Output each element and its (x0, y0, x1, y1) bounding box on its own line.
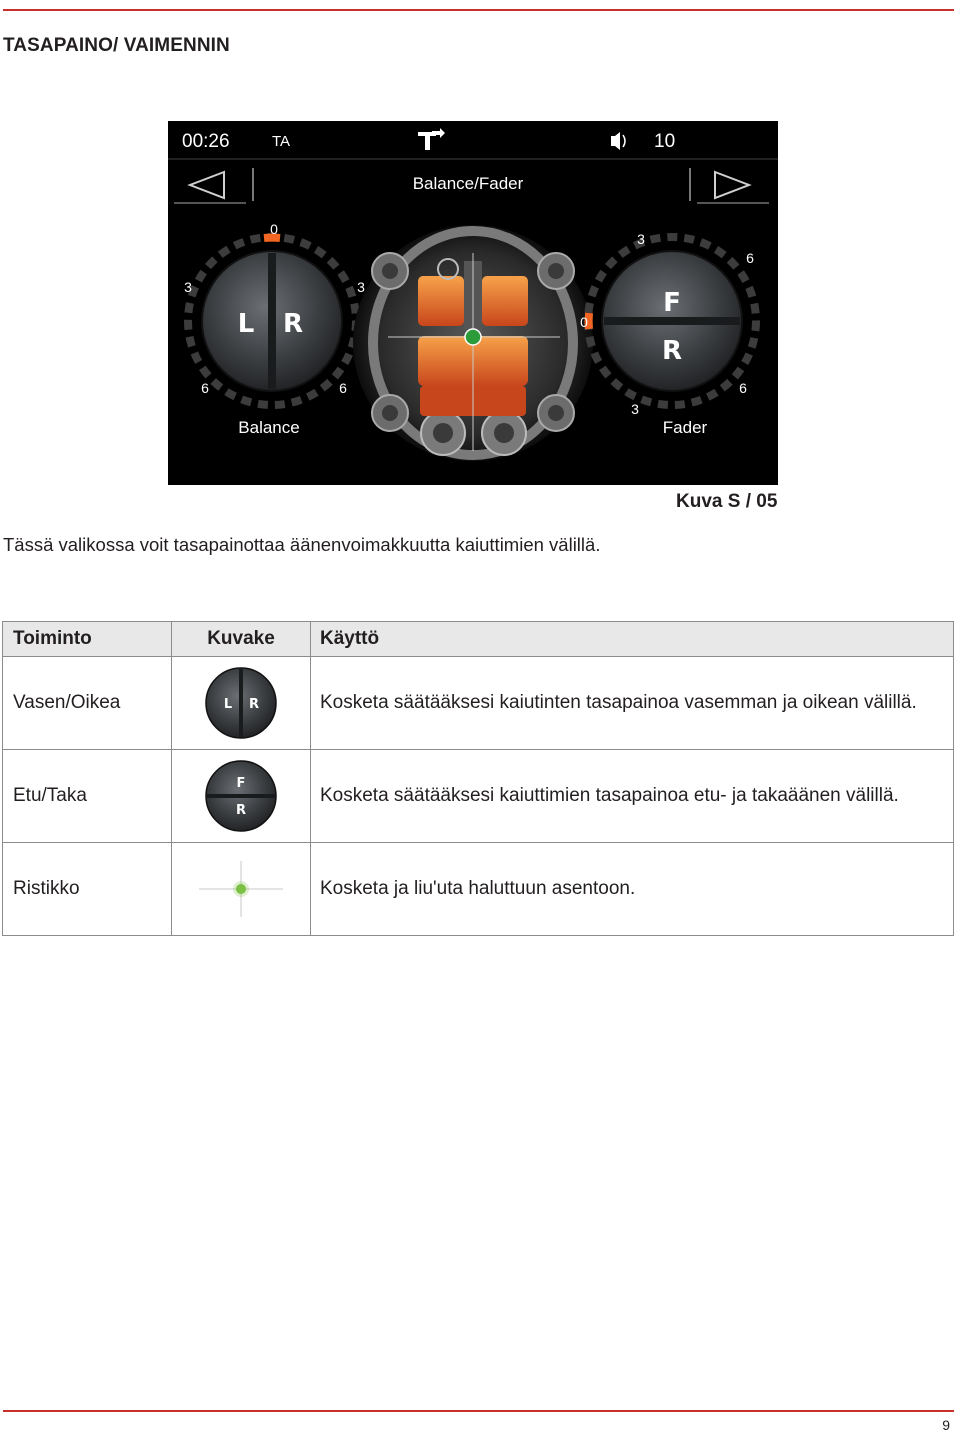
header-icon: Kuvake (172, 622, 311, 657)
crosshair-icon (199, 847, 283, 931)
balance-control[interactable] (188, 237, 356, 405)
page-title: TASAPAINO/ VAIMENNIN (3, 35, 230, 56)
table-row (3, 843, 954, 936)
fader-scale-left: 0 (580, 314, 588, 330)
prev-button[interactable] (174, 165, 250, 203)
header-usage: Käyttö (311, 622, 954, 657)
fader-control[interactable] (588, 237, 756, 405)
function-table (2, 621, 954, 936)
row-function: Ristikko (3, 843, 172, 936)
svg-text:R: R (248, 697, 260, 712)
top-rule (3, 9, 954, 11)
row-usage: Kosketa säätääksesi kaiuttimien tasapainoa etu- ja takaäänen välillä. (311, 750, 954, 843)
row-function: Etu/Taka (3, 750, 172, 843)
balance-label: Balance (238, 418, 300, 437)
table-row (3, 657, 954, 750)
figure-caption: Kuva S / 05 (676, 491, 778, 512)
fader-scale-upper-right: 6 (746, 250, 754, 266)
speaker-front-right-icon (538, 253, 574, 289)
status-bar (168, 121, 778, 159)
balance-scale-upper-left: 3 (184, 279, 192, 295)
row-function: Vasen/Oikea (3, 657, 172, 750)
next-button[interactable] (695, 165, 771, 203)
header-function: Toiminto (3, 622, 172, 657)
speaker-rear-center-left-icon (421, 411, 465, 455)
balance-right-letter: R (282, 309, 304, 339)
table-row (3, 750, 954, 843)
balance-scale-lower-right: 6 (339, 380, 347, 396)
fader-scale-lower-left: 3 (631, 401, 639, 417)
speaker-rear-center-right-icon (482, 411, 526, 455)
balance-scale-top: 0 (270, 221, 278, 237)
fader-rear-letter: R (661, 336, 683, 366)
crosshair-point[interactable] (465, 329, 481, 345)
balance-left-letter: L (237, 309, 255, 339)
row-usage: Kosketa ja liu'uta haluttuun asentoon. (311, 843, 954, 936)
fader-scale-lower-right: 6 (739, 380, 747, 396)
svg-text:R: R (235, 803, 247, 818)
svg-text:L: L (223, 697, 233, 712)
car-cabin-view (353, 225, 593, 461)
clock-readout: 00:26 (182, 131, 230, 152)
speaker-rear-left-icon (372, 395, 408, 431)
fader-label: Fader (662, 418, 708, 437)
volume-level: 10 (654, 131, 676, 152)
fader-scale-upper-left: 3 (637, 231, 645, 247)
balance-scale-upper-right: 3 (357, 279, 365, 295)
table-header-row (3, 622, 954, 657)
ta-indicator: TA (272, 133, 291, 150)
screen-header-title: Balance/Fader (412, 174, 524, 193)
svg-text:F: F (236, 776, 246, 791)
speaker-rear-right-icon (538, 395, 574, 431)
fader-knob-icon (199, 754, 283, 838)
intro-text: Tässä valikossa voit tasapainottaa äänenvoimakkuutta kaiuttimien välillä. (3, 534, 601, 555)
balance-scale-lower-left: 6 (201, 380, 209, 396)
fader-front-letter: F (663, 288, 681, 318)
bottom-rule (3, 1410, 954, 1412)
balance-knob-icon (199, 661, 283, 745)
balance-fader-screenshot (168, 121, 778, 485)
speaker-front-left-icon (372, 253, 408, 289)
row-usage: Kosketa säätääksesi kaiutinten tasapainoa vasemman ja oikean välillä. (311, 657, 954, 750)
page-number: 9 (942, 1417, 950, 1433)
